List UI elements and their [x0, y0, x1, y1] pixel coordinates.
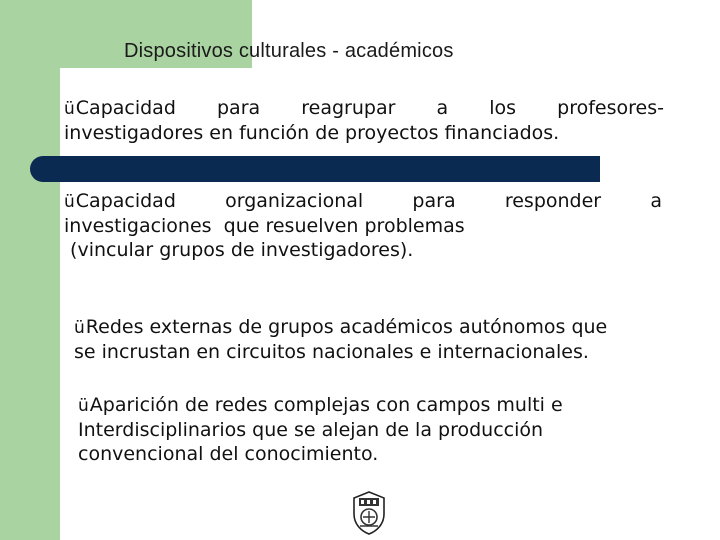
bullet-3: [74, 315, 674, 364]
bullet-1: [64, 96, 664, 145]
bullet-3-line-2: se incrustan en circuitos nacionales e internacionales.: [74, 341, 589, 363]
bullet-3-line-1: üRedes externas de grupos académicos autónomos que: [74, 316, 608, 338]
left-green-band: [0, 0, 60, 540]
bullet-4-line-3: convencional del conocimiento.: [78, 443, 379, 465]
bullet-1-line-1: üCapacidad para reagrupar a los profesores-: [64, 97, 664, 119]
bullet-4-line-1: üAparición de redes complejas con campos multi e: [78, 394, 563, 416]
bullet-1-line-2: investigadores en función de proyectos financiados.: [64, 122, 560, 144]
check-icon: ü: [64, 99, 75, 119]
slide-title: Dispositivos culturales - académicos: [124, 40, 454, 62]
bullet-2-line-1: üCapacidad organizacional para responder a: [64, 190, 662, 212]
divider-bar: [30, 156, 600, 182]
ipn-emblem-icon: [350, 490, 388, 536]
bullet-2: [64, 189, 662, 262]
check-icon: ü: [78, 396, 89, 416]
bullet-2-line-2: investigaciones que resuelven problemas: [64, 215, 465, 237]
check-icon: ü: [74, 318, 85, 338]
bullet-4-line-2: Interdisciplinarios que se alejan de la producción: [78, 419, 544, 441]
check-icon: ü: [64, 192, 75, 212]
bullet-4: [78, 393, 638, 466]
bullet-2-line-3: (vincular grupos de investigadores).: [64, 239, 414, 261]
